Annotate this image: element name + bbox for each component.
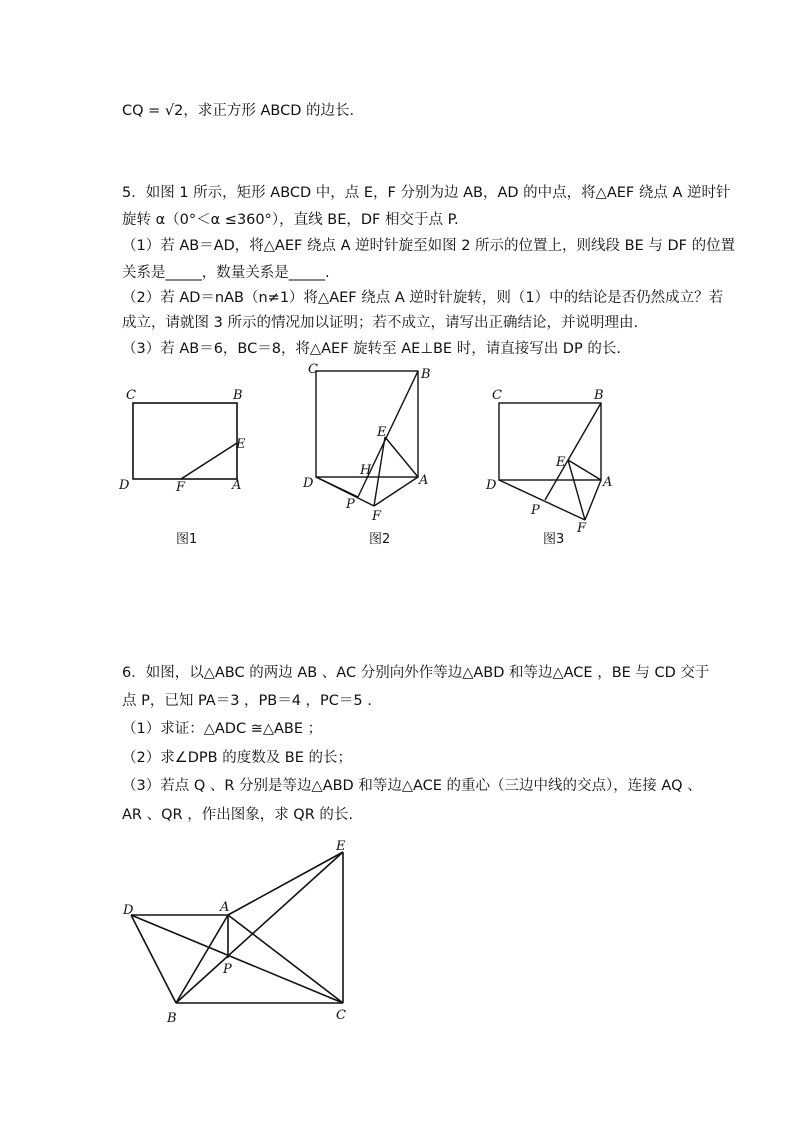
q6-segment-ae — [228, 852, 343, 915]
fig3-label-f: F — [577, 521, 587, 536]
fig2-segment-df — [316, 477, 374, 506]
fig1-label-d: D — [119, 478, 130, 493]
q6-intro-line1: 6．如图，以△ABC 的两边 AB 、AC 分别向外作等边△ABD 和等边△ACE ，BE 与 CD 交于 — [122, 665, 710, 681]
fig2-line-bp — [358, 371, 418, 497]
q5-intro-line2: 旋转 α（0°＜α ≤360°），直线 BE，DF 相交于点 P. — [122, 212, 459, 228]
q6-segment-dc — [131, 915, 343, 1003]
fig1-label-b: B — [233, 388, 243, 403]
q5-part1-line1: （1）若 AB＝AD，将△AEF 绕点 A 逆时针旋至如图 2 所示的位置上，则线段 BE 与 DF 的位置 — [122, 238, 736, 254]
fig3-label-e: E — [556, 455, 566, 470]
q6-segment-ac — [228, 915, 343, 1003]
fig1-label-f: F — [176, 480, 186, 495]
fig3-label-d: D — [486, 478, 497, 493]
q5-part3: （3）若 AB＝6，BC＝8，将△AEF 旋转至 AE⊥BE 时，请直接写出 DP 的长. — [122, 341, 621, 357]
q6-part1: （1）求证：△ADC ≅△ABE ； — [122, 721, 323, 737]
fig2-segment-ea — [385, 437, 418, 477]
fig3-label-b: B — [594, 388, 604, 403]
q6-segment-ab — [176, 915, 228, 1003]
q4-tail: CQ = √2，求正方形 ABCD 的边长． — [122, 103, 364, 119]
fig1-rectangle — [133, 403, 237, 479]
fig3-label-a: A — [603, 475, 613, 490]
fig2-square — [316, 371, 418, 477]
fig3-label-c: C — [492, 388, 502, 403]
fig2-segment-af — [374, 477, 418, 506]
fig2-label-c: C — [308, 362, 318, 377]
fig2-segment-dp — [316, 477, 358, 497]
q6-segment-be — [176, 852, 343, 1003]
fig2-label-a: A — [419, 473, 429, 488]
fig2-label-e: E — [377, 425, 387, 440]
fig2-label-p: P — [346, 497, 355, 512]
fig3-rectangle — [499, 403, 601, 480]
q6-part2: （2）求∠DPB 的度数及 BE 的长； — [122, 750, 353, 766]
fig2-label-b: B — [421, 367, 431, 382]
fig3-line-bp — [545, 403, 601, 500]
fig2-segment-ef — [374, 437, 385, 506]
fig2-label-h: H — [360, 463, 372, 478]
fig3-segment-ef — [568, 460, 585, 520]
q5-intro-line1: 5．如图 1 所示，矩形 ABCD 中，点 E，F 分别为边 AB，AD 的中点，将△AEF 绕点 A 逆时针 — [122, 185, 731, 201]
fig3-segment-df — [499, 480, 585, 520]
q5-part2-line1: （2）若 AD＝nAB（n≠1）将△AEF 绕点 A 逆时针旋转，则（1）中的结论是否仍然成立？若 — [122, 290, 724, 306]
fig1-segment-fe — [181, 443, 237, 479]
fig2-label-d: D — [303, 476, 314, 491]
q6-label-d: D — [123, 903, 134, 918]
q6-segment-db — [131, 915, 176, 1003]
q5-part2-line2: 成立，请就图 3 所示的情况加以证明；若不成立，请写出正确结论，并说明理由. — [122, 315, 639, 331]
q6-label-c: C — [336, 1008, 346, 1023]
fig3-segment-ea — [568, 460, 601, 480]
fig1-label-e: E — [236, 437, 246, 452]
q6-part3-line1: （3）若点 Q 、R 分别是等边△ABD 和等边△ACE 的重心（三边中线的交点），连接 AQ 、 — [122, 778, 702, 794]
fig3-label-p: P — [531, 503, 540, 518]
q6-label-a: A — [220, 900, 230, 915]
q6-label-e: E — [336, 839, 346, 854]
fig2-caption: 图2 — [369, 532, 391, 547]
fig3-caption: 图3 — [543, 532, 565, 547]
fig3-segment-af — [585, 480, 601, 520]
q5-part1-line2: 关系是_____，数量关系是_____. — [122, 265, 330, 281]
fig1-caption: 图1 — [176, 532, 198, 547]
fig1-label-a: A — [232, 478, 242, 493]
fig2-label-f: F — [372, 509, 382, 524]
q6-label-b: B — [167, 1011, 177, 1026]
q6-part3-line2: AR 、QR ，作出图象，求 QR 的长. — [122, 807, 354, 823]
q6-intro-line2: 点 P，已知 PA＝3 ，PB＝4 ，PC＝5 . — [122, 693, 372, 709]
fig1-label-c: C — [126, 388, 136, 403]
q6-label-p: P — [223, 962, 232, 977]
